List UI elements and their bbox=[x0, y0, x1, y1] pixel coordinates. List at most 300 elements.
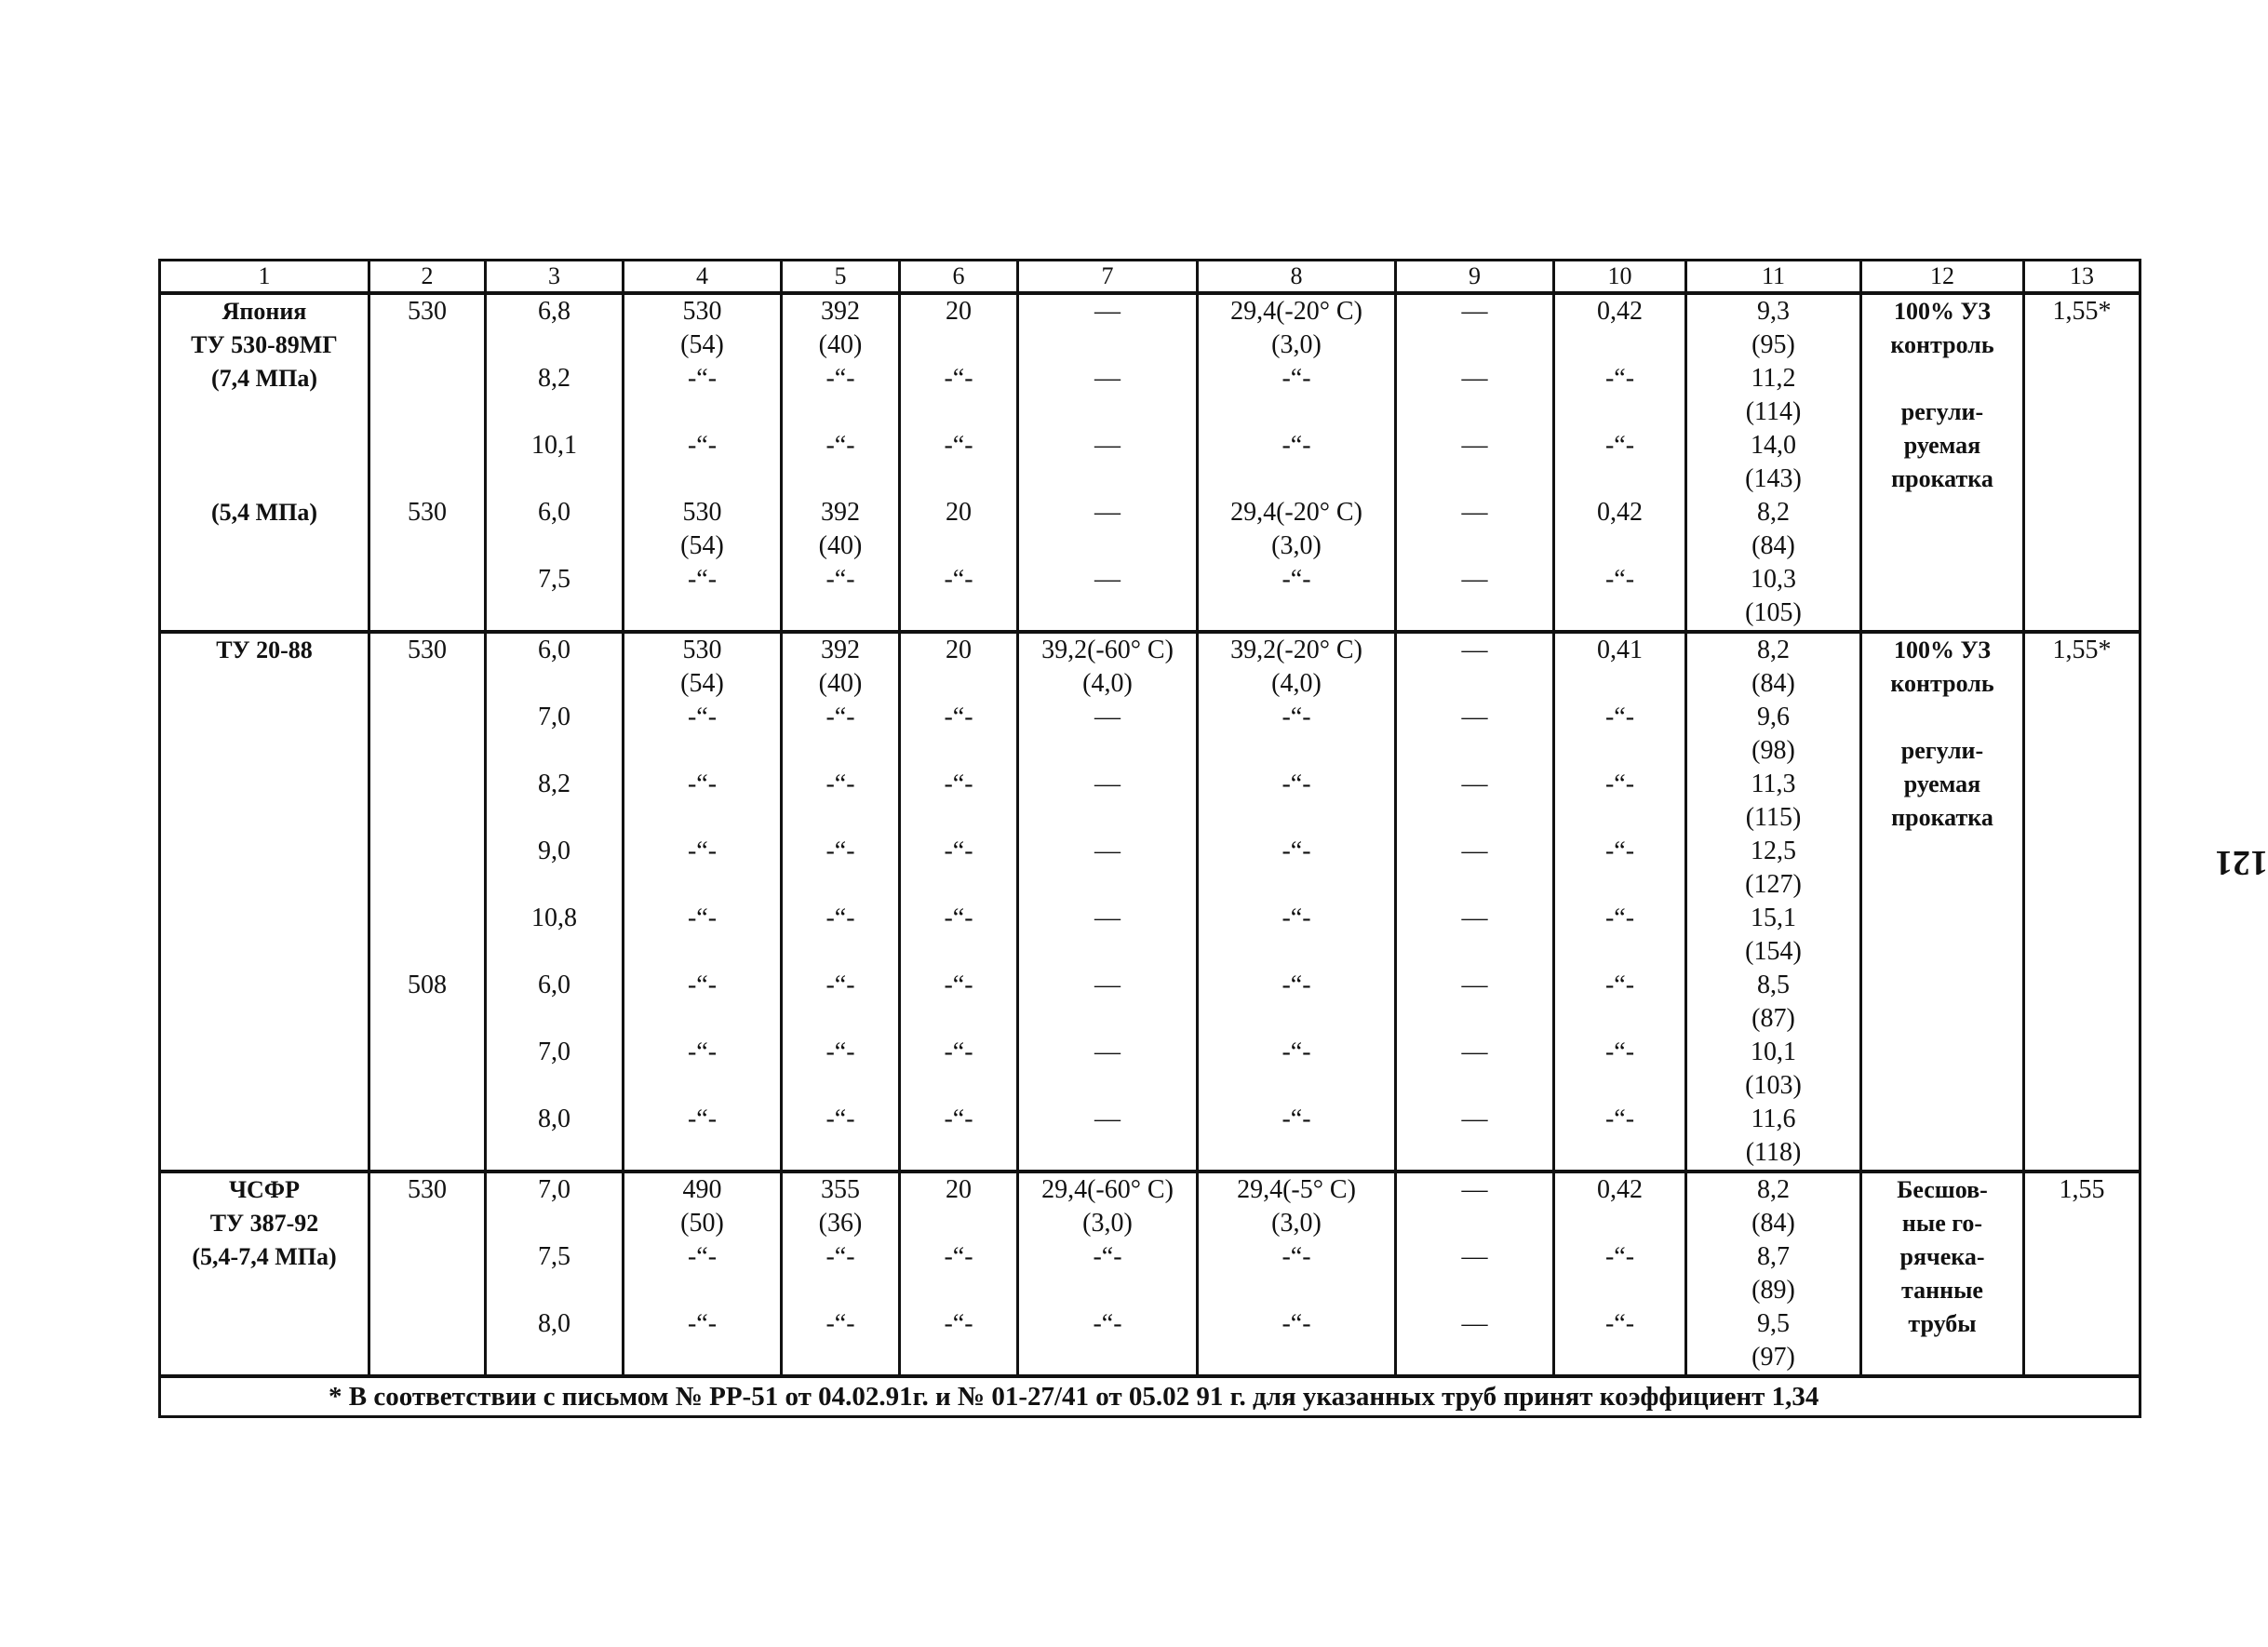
cell-line: Бесшов- bbox=[1897, 1176, 1988, 1203]
column-header: 6 bbox=[900, 261, 1018, 294]
cell-line bbox=[624, 1341, 780, 1374]
table-cell-col-12 bbox=[1861, 1172, 2024, 1376]
cell-line bbox=[783, 1274, 898, 1307]
cell-line: -“- bbox=[1604, 837, 1635, 865]
cell-line: 29,4(-60° С) bbox=[1041, 1175, 1174, 1204]
table-cell-col-8 bbox=[1198, 632, 1396, 1172]
cell-line bbox=[2025, 701, 2139, 734]
cell-line: -“- bbox=[1282, 364, 1311, 393]
cell-line bbox=[161, 1274, 368, 1307]
cell-line: (4,0) bbox=[1082, 669, 1133, 698]
cell-line bbox=[370, 1207, 484, 1240]
cell-line bbox=[2025, 328, 2139, 362]
cell-line bbox=[1199, 801, 1394, 835]
cell-line: 0,42 bbox=[1597, 297, 1643, 326]
cell-line bbox=[1555, 328, 1684, 362]
cell-line: Япония bbox=[221, 298, 307, 325]
cell-line: 9,0 bbox=[538, 837, 570, 865]
cell-line bbox=[161, 429, 368, 462]
table-group-row bbox=[160, 632, 2141, 1172]
cell-line: трубы bbox=[1908, 1310, 1977, 1337]
cell-line: (54) bbox=[680, 330, 724, 359]
cell-line: руемая bbox=[1903, 432, 1981, 459]
cell-line: — bbox=[1094, 837, 1121, 865]
cell-line: -“- bbox=[1093, 1309, 1122, 1338]
table-cell-col-10 bbox=[1554, 632, 1686, 1172]
table-cell-col-8 bbox=[1198, 1172, 1396, 1376]
page-number: 121 bbox=[2215, 843, 2268, 882]
cell-line: -“- bbox=[944, 703, 973, 731]
cell-line bbox=[2025, 768, 2139, 801]
cell-line bbox=[487, 868, 622, 902]
cell-line bbox=[161, 667, 368, 701]
cell-line bbox=[624, 935, 780, 969]
cell-line bbox=[783, 868, 898, 902]
cell-line: контроль bbox=[1890, 331, 1994, 358]
cell-line: — bbox=[1094, 297, 1121, 326]
cell-line: ЧСФР bbox=[228, 1176, 301, 1203]
cell-line bbox=[624, 596, 780, 630]
cell-line: 530 bbox=[682, 498, 722, 527]
cell-line: 7,0 bbox=[538, 1175, 570, 1204]
cell-line bbox=[1555, 1069, 1684, 1103]
table-cell-col-11 bbox=[1686, 293, 1861, 632]
cell-line bbox=[161, 1307, 368, 1341]
cell-line: -“- bbox=[1282, 565, 1311, 594]
cell-line bbox=[487, 596, 622, 630]
cell-line bbox=[901, 529, 1016, 563]
cell-line: 11,3 bbox=[1751, 770, 1796, 798]
cell-line bbox=[2025, 734, 2139, 768]
cell-line: ные го- bbox=[1901, 1210, 1983, 1237]
table-cell-col-1 bbox=[160, 632, 369, 1172]
cell-line: — bbox=[1461, 904, 1488, 932]
cell-line bbox=[1862, 362, 2022, 395]
column-header: 11 bbox=[1686, 261, 1861, 294]
cell-line bbox=[370, 529, 484, 563]
cell-line: 8,0 bbox=[538, 1105, 570, 1133]
column-header: 13 bbox=[2024, 261, 2141, 294]
cell-line: -“- bbox=[825, 1309, 855, 1338]
cell-line: (84) bbox=[1751, 669, 1795, 698]
cell-line: (5,4 МПа) bbox=[210, 499, 318, 526]
cell-line bbox=[487, 395, 622, 429]
cell-line: -“- bbox=[944, 1242, 973, 1271]
cell-line: -“- bbox=[687, 431, 718, 460]
cell-line bbox=[161, 768, 368, 801]
cell-line bbox=[161, 462, 368, 496]
cell-line: (54) bbox=[680, 531, 724, 560]
cell-line bbox=[624, 462, 780, 496]
cell-line: — bbox=[1461, 636, 1488, 664]
table-cell-col-1 bbox=[160, 1172, 369, 1376]
table-cell-col-3 bbox=[486, 632, 624, 1172]
cell-line bbox=[161, 734, 368, 768]
column-header: 2 bbox=[369, 261, 486, 294]
cell-line bbox=[2025, 1341, 2139, 1374]
cell-line: -“- bbox=[1604, 770, 1635, 798]
cell-line: (4,0) bbox=[1271, 669, 1322, 698]
table-cell-col-8 bbox=[1198, 293, 1396, 632]
cell-line: прокатка bbox=[1891, 465, 1993, 492]
cell-line: 530 bbox=[408, 1175, 447, 1204]
table-cell-col-12 bbox=[1861, 293, 2024, 632]
cell-line: 11,6 bbox=[1751, 1105, 1796, 1133]
table-cell-col-6 bbox=[900, 1172, 1018, 1376]
cell-line: -“- bbox=[687, 837, 718, 865]
cell-line: 7,5 bbox=[538, 565, 570, 594]
cell-line: 20 bbox=[946, 297, 972, 326]
cell-line bbox=[2025, 462, 2139, 496]
cell-line bbox=[783, 801, 898, 835]
column-header: 4 bbox=[624, 261, 782, 294]
cell-line bbox=[1019, 868, 1196, 902]
cell-line bbox=[1555, 462, 1684, 496]
cell-line: 8,2 bbox=[538, 364, 570, 393]
cell-line bbox=[901, 801, 1016, 835]
cell-line: (3,0) bbox=[1082, 1209, 1133, 1238]
cell-line: 29,4(-20° С) bbox=[1230, 498, 1362, 527]
cell-line bbox=[1199, 935, 1394, 969]
cell-line bbox=[1019, 935, 1196, 969]
cell-line bbox=[1555, 1002, 1684, 1036]
cell-line bbox=[2025, 596, 2139, 630]
cell-line bbox=[2025, 1002, 2139, 1036]
cell-line bbox=[1555, 1274, 1684, 1307]
cell-line: 392 bbox=[821, 636, 860, 664]
cell-line: 355 bbox=[821, 1175, 860, 1204]
cell-line: 7,0 bbox=[538, 1038, 570, 1066]
cell-line bbox=[487, 1341, 622, 1374]
cell-line bbox=[1555, 734, 1684, 768]
cell-line bbox=[370, 902, 484, 935]
cell-line bbox=[161, 529, 368, 563]
cell-line bbox=[1862, 835, 2022, 868]
cell-line bbox=[901, 1207, 1016, 1240]
table-cell-col-5 bbox=[782, 632, 900, 1172]
cell-line: -“- bbox=[1282, 1038, 1311, 1066]
cell-line: — bbox=[1461, 364, 1488, 393]
cell-line: 530 bbox=[408, 498, 447, 527]
cell-line bbox=[370, 1341, 484, 1374]
cell-line: — bbox=[1094, 364, 1121, 393]
cell-line bbox=[1555, 1207, 1684, 1240]
cell-line: -“- bbox=[1093, 1242, 1122, 1271]
cell-line: — bbox=[1461, 837, 1488, 865]
cell-line bbox=[370, 1036, 484, 1069]
cell-line bbox=[487, 1002, 622, 1036]
cell-line bbox=[1862, 1002, 2022, 1036]
cell-line: — bbox=[1094, 1038, 1121, 1066]
cell-line bbox=[1555, 667, 1684, 701]
cell-line bbox=[487, 529, 622, 563]
cell-line: -“- bbox=[825, 703, 855, 731]
cell-line bbox=[1555, 1136, 1684, 1170]
cell-line: (105) bbox=[1745, 598, 1802, 627]
cell-line bbox=[370, 1103, 484, 1136]
cell-line bbox=[1555, 935, 1684, 969]
cell-line bbox=[161, 1103, 368, 1136]
cell-line: 6,0 bbox=[538, 498, 570, 527]
table-cell-col-6 bbox=[900, 293, 1018, 632]
cell-line bbox=[2025, 935, 2139, 969]
cell-line bbox=[370, 768, 484, 801]
cell-line bbox=[1397, 1341, 1552, 1374]
cell-line bbox=[1019, 1274, 1196, 1307]
cell-line bbox=[901, 667, 1016, 701]
cell-line bbox=[1555, 868, 1684, 902]
cell-line: (5,4-7,4 МПа) bbox=[192, 1243, 337, 1270]
cell-line: 0,42 bbox=[1597, 498, 1643, 527]
cell-line: — bbox=[1094, 703, 1121, 731]
cell-line: 100% УЗ bbox=[1894, 298, 1991, 325]
cell-line: -“- bbox=[687, 1038, 718, 1066]
cell-line bbox=[370, 801, 484, 835]
cell-line bbox=[1862, 701, 2022, 734]
cell-line bbox=[2025, 563, 2139, 596]
cell-line: 8,2 bbox=[538, 770, 570, 798]
cell-line bbox=[1397, 667, 1552, 701]
cell-line: 39,2(-20° С) bbox=[1230, 636, 1362, 664]
cell-line: -“- bbox=[687, 1105, 718, 1133]
cell-line bbox=[2025, 429, 2139, 462]
cell-line: -“- bbox=[1604, 431, 1635, 460]
cell-line: -“- bbox=[825, 364, 855, 393]
footnote: * В соответствии с письмом № РР-51 от 04.02.91г. и № 01-27/41 от 05.02 91 г. для указанных труб принят коэффициент 1,34 bbox=[160, 1376, 2141, 1417]
cell-line bbox=[2025, 868, 2139, 902]
cell-line bbox=[487, 328, 622, 362]
cell-line: 530 bbox=[408, 636, 447, 664]
cell-line bbox=[1862, 529, 2022, 563]
cell-line bbox=[1397, 395, 1552, 429]
cell-line bbox=[1397, 1274, 1552, 1307]
cell-line bbox=[161, 701, 368, 734]
cell-line bbox=[161, 902, 368, 935]
cell-line bbox=[1019, 395, 1196, 429]
cell-line: (84) bbox=[1751, 531, 1795, 560]
cell-line: — bbox=[1094, 904, 1121, 932]
cell-line: (3,0) bbox=[1271, 1209, 1322, 1238]
cell-line: (114) bbox=[1745, 397, 1802, 426]
table-cell-col-11 bbox=[1686, 1172, 1861, 1376]
cell-line: -“- bbox=[1604, 971, 1635, 999]
table-cell-col-11 bbox=[1686, 632, 1861, 1172]
cell-line: -“- bbox=[687, 703, 718, 731]
cell-line: 10,1 bbox=[531, 431, 577, 460]
cell-line: — bbox=[1461, 703, 1488, 731]
cell-line bbox=[1199, 1341, 1394, 1374]
cell-line bbox=[1199, 1136, 1394, 1170]
cell-line: (40) bbox=[818, 669, 863, 698]
cell-line: -“- bbox=[825, 1242, 855, 1271]
cell-line: 0,41 bbox=[1597, 636, 1643, 664]
table-body bbox=[160, 293, 2141, 1376]
cell-line bbox=[901, 395, 1016, 429]
cell-line bbox=[161, 935, 368, 969]
cell-line: (36) bbox=[818, 1209, 863, 1238]
cell-line bbox=[2025, 667, 2139, 701]
cell-line bbox=[370, 395, 484, 429]
cell-line bbox=[1862, 563, 2022, 596]
cell-line: 1,55* bbox=[2052, 297, 2112, 326]
cell-line bbox=[1019, 328, 1196, 362]
cell-line: (103) bbox=[1745, 1071, 1802, 1100]
cell-line: 1,55* bbox=[2052, 636, 2112, 664]
cell-line: -“- bbox=[687, 770, 718, 798]
cell-line: — bbox=[1461, 498, 1488, 527]
cell-line bbox=[624, 734, 780, 768]
table-cell-col-7 bbox=[1018, 632, 1198, 1172]
cell-line: 9,6 bbox=[1757, 703, 1790, 731]
cell-line bbox=[1019, 1002, 1196, 1036]
cell-line bbox=[1397, 801, 1552, 835]
cell-line bbox=[2025, 362, 2139, 395]
table-cell-col-1 bbox=[160, 293, 369, 632]
cell-line bbox=[370, 1069, 484, 1103]
cell-line: 1,55 bbox=[2059, 1175, 2105, 1204]
cell-line: -“- bbox=[1604, 904, 1635, 932]
cell-line: -“- bbox=[687, 971, 718, 999]
cell-line: — bbox=[1094, 1105, 1121, 1133]
cell-line bbox=[2025, 1103, 2139, 1136]
table-cell-col-3 bbox=[486, 1172, 624, 1376]
cell-line bbox=[783, 1002, 898, 1036]
cell-line: 392 bbox=[821, 297, 860, 326]
cell-line bbox=[783, 1136, 898, 1170]
cell-line: 0,42 bbox=[1597, 1175, 1643, 1204]
cell-line bbox=[370, 563, 484, 596]
cell-line bbox=[370, 835, 484, 868]
cell-line: 29,4(-20° С) bbox=[1230, 297, 1362, 326]
table-cell-col-13 bbox=[2024, 632, 2141, 1172]
cell-line: (154) bbox=[1745, 937, 1802, 966]
cell-line bbox=[1862, 935, 2022, 969]
cell-line bbox=[487, 1136, 622, 1170]
cell-line: -“- bbox=[1604, 703, 1635, 731]
cell-line: — bbox=[1461, 1309, 1488, 1338]
cell-line bbox=[2025, 1069, 2139, 1103]
cell-line bbox=[2025, 1136, 2139, 1170]
table-cell-col-4 bbox=[624, 293, 782, 632]
cell-line: — bbox=[1461, 565, 1488, 594]
cell-line: рячека- bbox=[1899, 1243, 1985, 1270]
cell-line bbox=[1862, 1036, 2022, 1069]
cell-line: (97) bbox=[1751, 1343, 1795, 1372]
table-cell-col-2 bbox=[369, 1172, 486, 1376]
cell-line: 8,0 bbox=[538, 1309, 570, 1338]
cell-line bbox=[1019, 1136, 1196, 1170]
column-header: 1 bbox=[160, 261, 369, 294]
header-row bbox=[160, 261, 2141, 294]
cell-line: -“- bbox=[944, 971, 973, 999]
cell-line: 8,2 bbox=[1757, 1175, 1790, 1204]
cell-line bbox=[1019, 1069, 1196, 1103]
cell-line bbox=[161, 969, 368, 1002]
cell-line bbox=[161, 1069, 368, 1103]
cell-line bbox=[370, 362, 484, 395]
cell-line bbox=[1862, 496, 2022, 529]
cell-line bbox=[624, 1274, 780, 1307]
table-cell-col-5 bbox=[782, 1172, 900, 1376]
table-cell-col-13 bbox=[2024, 293, 2141, 632]
cell-line: 10,1 bbox=[1751, 1038, 1796, 1066]
cell-line bbox=[2025, 969, 2139, 1002]
cell-line: -“- bbox=[1282, 1242, 1311, 1271]
cell-line: -“- bbox=[825, 904, 855, 932]
cell-line bbox=[1397, 462, 1552, 496]
cell-line: (118) bbox=[1745, 1138, 1802, 1167]
pipe-specifications-table bbox=[158, 259, 2141, 1418]
cell-line: (84) bbox=[1751, 1209, 1795, 1238]
cell-line: -“- bbox=[1282, 1105, 1311, 1133]
cell-line: 10,3 bbox=[1751, 565, 1796, 594]
cell-line: -“- bbox=[1282, 1309, 1311, 1338]
cell-line bbox=[901, 734, 1016, 768]
cell-line bbox=[1397, 868, 1552, 902]
cell-line: контроль bbox=[1890, 670, 1994, 697]
table-cell-col-5 bbox=[782, 293, 900, 632]
cell-line bbox=[370, 328, 484, 362]
cell-line: -“- bbox=[944, 431, 973, 460]
cell-line bbox=[1199, 596, 1394, 630]
cell-line: (143) bbox=[1745, 464, 1802, 493]
cell-line: -“- bbox=[944, 565, 973, 594]
cell-line bbox=[624, 801, 780, 835]
cell-line: -“- bbox=[1604, 364, 1635, 393]
cell-line: 530 bbox=[682, 636, 722, 664]
cell-line bbox=[487, 935, 622, 969]
cell-line: — bbox=[1461, 770, 1488, 798]
cell-line bbox=[370, 1307, 484, 1341]
cell-line: 20 bbox=[946, 498, 972, 527]
cell-line bbox=[161, 835, 368, 868]
cell-line: 7,0 bbox=[538, 703, 570, 731]
cell-line bbox=[370, 701, 484, 734]
cell-line bbox=[1555, 596, 1684, 630]
cell-line bbox=[370, 1240, 484, 1274]
column-header: 3 bbox=[486, 261, 624, 294]
cell-line bbox=[901, 868, 1016, 902]
cell-line: (3,0) bbox=[1271, 330, 1322, 359]
cell-line: — bbox=[1461, 971, 1488, 999]
column-header: 7 bbox=[1018, 261, 1198, 294]
cell-line bbox=[1862, 868, 2022, 902]
cell-line: — bbox=[1461, 1038, 1488, 1066]
cell-line: регули- bbox=[1900, 737, 1984, 764]
cell-line bbox=[1019, 462, 1196, 496]
cell-line bbox=[370, 868, 484, 902]
cell-line bbox=[1019, 801, 1196, 835]
cell-line bbox=[1397, 935, 1552, 969]
cell-line bbox=[1862, 1341, 2022, 1374]
cell-line: (50) bbox=[680, 1209, 724, 1238]
cell-line bbox=[1199, 1069, 1394, 1103]
cell-line bbox=[370, 734, 484, 768]
cell-line: -“- bbox=[1604, 1038, 1635, 1066]
cell-line: 20 bbox=[946, 636, 972, 664]
cell-line bbox=[901, 1002, 1016, 1036]
table-cell-col-10 bbox=[1554, 1172, 1686, 1376]
cell-line: -“- bbox=[1282, 703, 1311, 731]
cell-line: 29,4(-5° С) bbox=[1237, 1175, 1356, 1204]
cell-line: 6,0 bbox=[538, 971, 570, 999]
cell-line bbox=[901, 1136, 1016, 1170]
cell-line bbox=[2025, 1307, 2139, 1341]
cell-line: — bbox=[1094, 498, 1121, 527]
cell-line: 6,0 bbox=[538, 636, 570, 664]
cell-line bbox=[1397, 529, 1552, 563]
cell-line: — bbox=[1094, 431, 1121, 460]
